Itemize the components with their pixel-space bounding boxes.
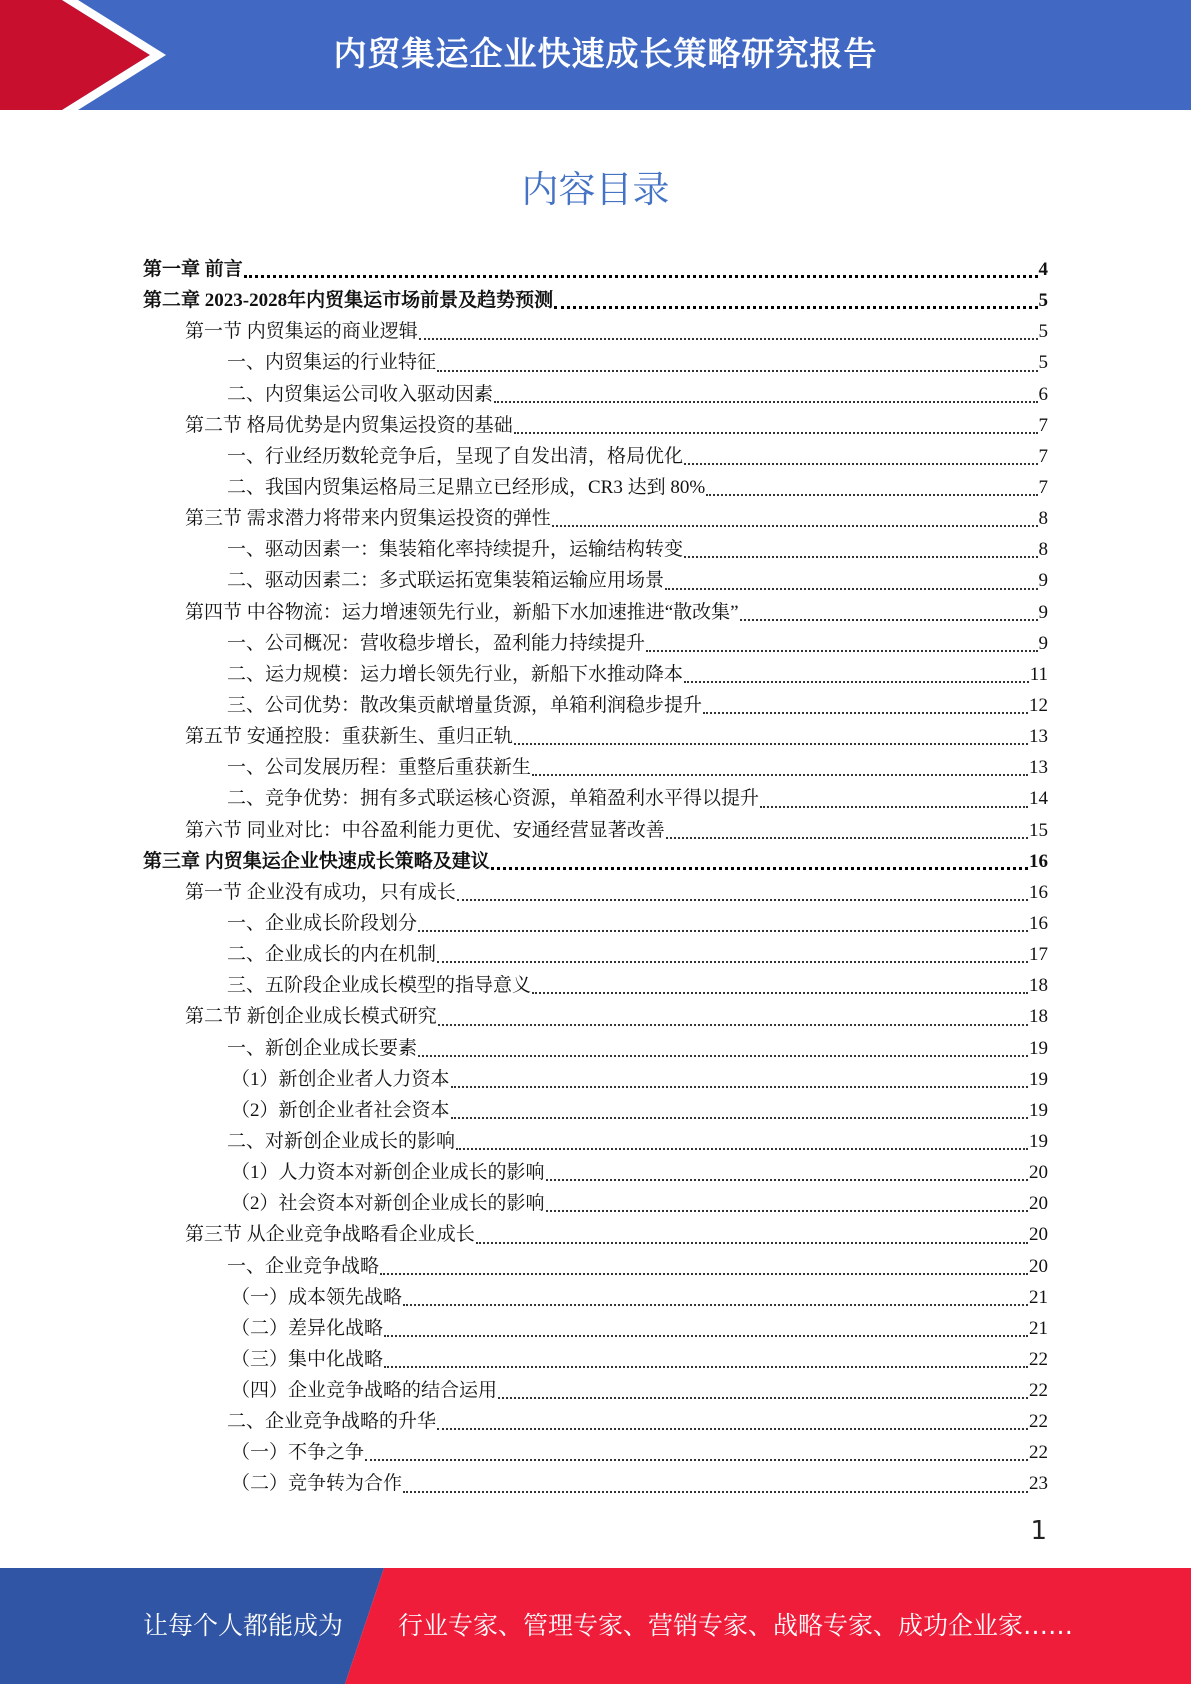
- toc-entry[interactable]: [143, 628, 1048, 659]
- toc-dot-leader: [494, 401, 1037, 403]
- toc-entry-page: 20: [1029, 1255, 1048, 1277]
- toc-entry-label: 一、行业经历数轮竞争后，呈现了自发出清，格局优化: [227, 445, 684, 467]
- toc-dot-leader: [437, 370, 1037, 372]
- toc-entry-label: 二、对新创企业成长的影响: [227, 1130, 456, 1152]
- toc-entry-label: 第二节 新创企业成长模式研究: [185, 1006, 437, 1028]
- toc-entry-label: 二、企业成长的内在机制: [227, 944, 437, 966]
- toc-entry-label: （二）竞争转为合作: [231, 1473, 403, 1495]
- toc-dot-leader: [552, 525, 1038, 527]
- toc-entry-label: 一、公司发展历程：重整后重获新生: [227, 757, 532, 779]
- toc-entry-label: （三）集中化战略: [231, 1348, 384, 1370]
- toc-entry-label: 第一章 前言: [143, 259, 243, 280]
- toc-entry[interactable]: [143, 783, 1048, 814]
- toc-dot-leader: [532, 774, 1028, 776]
- toc-entry[interactable]: [143, 347, 1048, 378]
- toc-entry[interactable]: [143, 659, 1048, 690]
- page-number: 1: [1030, 1516, 1047, 1546]
- toc-dot-leader: [384, 1366, 1028, 1368]
- toc-entry-label: 第六节 同业对比：中谷盈利能力更优、安通经营显著改善: [185, 819, 665, 841]
- toc-entry-page: 16: [1029, 912, 1048, 934]
- toc-dot-leader: [684, 463, 1037, 465]
- toc-entry[interactable]: [143, 472, 1048, 503]
- toc-entry[interactable]: [143, 1064, 1048, 1095]
- toc-entry-label: 三、五阶段企业成长模型的指导意义: [227, 975, 532, 997]
- toc-entry[interactable]: [143, 815, 1048, 846]
- toc-entry-page: 9: [1038, 570, 1048, 592]
- toc-entry[interactable]: [143, 1095, 1048, 1126]
- toc-entry-label: 一、企业成长阶段划分: [227, 912, 418, 934]
- toc-dot-leader: [365, 1459, 1028, 1461]
- toc-entry-page: 21: [1029, 1286, 1048, 1308]
- toc-dot-leader: [532, 992, 1028, 994]
- toc-entry-page: 22: [1029, 1442, 1048, 1464]
- toc-dot-leader: [684, 681, 1029, 683]
- toc-dot-leader: [451, 1086, 1028, 1088]
- toc-dot-leader: [403, 1491, 1028, 1493]
- toc-entry-page: 5: [1038, 321, 1048, 343]
- toc-entry-page: 5: [1038, 352, 1048, 374]
- table-of-contents: [143, 254, 1048, 1500]
- toc-dot-leader: [380, 1273, 1028, 1275]
- toc-entry[interactable]: [143, 1188, 1048, 1219]
- toc-entry-page: 20: [1029, 1193, 1048, 1215]
- toc-dot-leader: [419, 338, 1038, 340]
- toc-entry[interactable]: [143, 1468, 1048, 1499]
- footer-banner: [0, 1568, 1191, 1684]
- toc-entry-page: 8: [1038, 539, 1048, 561]
- toc-entry-label: 第一节 内贸集运的商业逻辑: [185, 321, 418, 343]
- toc-entry-label: （2）新创企业者社会资本: [231, 1099, 450, 1121]
- toc-entry-page: 13: [1029, 757, 1048, 779]
- toc-entry-label: （二）差异化战略: [231, 1317, 384, 1339]
- toc-entry-label: （1）人力资本对新创企业成长的影响: [231, 1162, 545, 1184]
- toc-entry[interactable]: [143, 1157, 1048, 1188]
- toc-dot-leader: [684, 556, 1037, 558]
- toc-entry[interactable]: [143, 1282, 1048, 1313]
- toc-entry-label: （四）企业竞争战略的结合运用: [231, 1380, 498, 1402]
- toc-entry-label: 二、企业竞争战略的升华: [227, 1411, 437, 1433]
- toc-dot-leader: [740, 619, 1038, 621]
- toc-entry[interactable]: [143, 1313, 1048, 1344]
- toc-entry-label: 二、竞争优势：拥有多式联运核心资源，单箱盈利水平得以提升: [227, 788, 760, 810]
- toc-entry[interactable]: [143, 721, 1048, 752]
- toc-entry-page: 20: [1029, 1162, 1048, 1184]
- toc-entry[interactable]: [143, 1126, 1048, 1157]
- toc-entry-page: 14: [1029, 788, 1048, 810]
- toc-dot-leader: [498, 1397, 1028, 1399]
- toc-entry-page: 22: [1029, 1380, 1048, 1402]
- toc-entry-page: 16: [1029, 850, 1048, 872]
- toc-dot-leader: [760, 806, 1028, 808]
- toc-entry-page: 7: [1038, 445, 1048, 467]
- toc-entry[interactable]: [143, 752, 1048, 783]
- toc-entry-page: 8: [1038, 508, 1048, 530]
- toc-entry-label: 二、内贸集运公司收入驱动因素: [227, 383, 494, 405]
- toc-heading: 内容目录: [521, 168, 670, 211]
- toc-entry[interactable]: [143, 410, 1048, 441]
- toc-dot-leader: [646, 650, 1037, 652]
- toc-entry[interactable]: [143, 846, 1048, 877]
- toc-entry[interactable]: [143, 597, 1048, 628]
- toc-entry[interactable]: [143, 1033, 1048, 1064]
- toc-entry-label: 二、运力规模：运力增长领先行业，新船下水推动降本: [227, 663, 684, 685]
- toc-dot-leader: [244, 275, 1038, 278]
- toc-entry[interactable]: [143, 1406, 1048, 1437]
- toc-entry[interactable]: [143, 1251, 1048, 1282]
- header-banner: [0, 0, 1191, 110]
- toc-entry-page: 15: [1029, 819, 1048, 841]
- toc-entry-label: （一）成本领先战略: [231, 1286, 403, 1308]
- toc-entry-page: 7: [1038, 414, 1048, 436]
- toc-entry[interactable]: [143, 690, 1048, 721]
- toc-entry[interactable]: [143, 1437, 1048, 1468]
- toc-entry[interactable]: [143, 503, 1048, 534]
- toc-entry-label: 二、我国内贸集运格局三足鼎立已经形成，CR3 达到 80%: [227, 476, 706, 498]
- toc-entry[interactable]: [143, 534, 1048, 565]
- toc-entry-page: 19: [1029, 1037, 1048, 1059]
- toc-dot-leader: [438, 1024, 1028, 1026]
- toc-entry-label: 第五节 安通控股：重获新生、重归正轨: [185, 726, 513, 748]
- toc-dot-leader: [403, 1304, 1028, 1306]
- toc-entry[interactable]: [143, 1375, 1048, 1406]
- toc-entry-page: 9: [1038, 632, 1048, 654]
- toc-entry[interactable]: [143, 1219, 1048, 1250]
- toc-entry-label: 第二节 格局优势是内贸集运投资的基础: [185, 414, 513, 436]
- toc-dot-leader: [384, 1335, 1028, 1337]
- toc-entry-label: 一、公司概况：营收稳步增长，盈利能力持续提升: [227, 632, 646, 654]
- toc-entry-label: 一、内贸集运的行业特征: [227, 352, 437, 374]
- toc-entry-page: 22: [1029, 1348, 1048, 1370]
- toc-entry-label: 一、新创企业成长要素: [227, 1037, 418, 1059]
- toc-entry-page: 4: [1038, 259, 1048, 280]
- toc-entry-label: 第四节 中谷物流：运力增速领先行业，新船下水加速推进“散改集”: [185, 601, 739, 623]
- toc-entry-page: 16: [1029, 881, 1048, 903]
- toc-entry-page: 5: [1038, 290, 1048, 312]
- toc-entry-label: 一、驱动因素一：集装箱化率持续提升，运输结构转变: [227, 539, 684, 561]
- toc-entry-page: 20: [1029, 1224, 1048, 1246]
- toc-dot-leader: [437, 1428, 1028, 1430]
- footer-slogan-left: 让每个人都能成为: [143, 1611, 344, 1640]
- toc-dot-leader: [476, 1242, 1028, 1244]
- toc-entry-page: 6: [1038, 383, 1048, 405]
- toc-entry-page: 19: [1029, 1130, 1048, 1152]
- toc-entry[interactable]: [143, 970, 1048, 1001]
- toc-entry-label: 三、公司优势：散改集贡献增量货源，单箱利润稳步提升: [227, 694, 703, 716]
- toc-entry[interactable]: [143, 441, 1048, 472]
- toc-entry-page: 18: [1029, 1006, 1048, 1028]
- toc-dot-leader: [456, 1148, 1028, 1150]
- toc-entry[interactable]: [143, 908, 1048, 939]
- toc-entry-page: 18: [1029, 975, 1048, 997]
- toc-entry-label: 第三节 从企业竞争战略看企业成长: [185, 1224, 475, 1246]
- toc-entry-page: 23: [1029, 1473, 1048, 1495]
- report-title: 内贸集运企业快速成长策略研究报告: [333, 34, 878, 73]
- toc-entry[interactable]: [143, 1001, 1048, 1032]
- toc-entry-page: 19: [1029, 1068, 1048, 1090]
- toc-entry[interactable]: [143, 1344, 1048, 1375]
- toc-entry-page: 22: [1029, 1411, 1048, 1433]
- toc-entry[interactable]: [143, 877, 1048, 908]
- toc-dot-leader: [546, 1179, 1028, 1181]
- toc-entry-label: （一）不争之争: [231, 1442, 365, 1464]
- toc-dot-leader: [514, 743, 1028, 745]
- toc-entry-label: （2）社会资本对新创企业成长的影响: [231, 1193, 545, 1215]
- toc-entry-page: 11: [1029, 663, 1048, 685]
- toc-entry-page: 19: [1029, 1099, 1048, 1121]
- toc-entry-page: 13: [1029, 726, 1048, 748]
- toc-dot-leader: [437, 961, 1028, 963]
- toc-dot-leader: [554, 306, 1037, 309]
- toc-entry-page: 17: [1029, 944, 1048, 966]
- toc-entry[interactable]: [143, 379, 1048, 410]
- toc-entry[interactable]: [143, 285, 1048, 316]
- toc-dot-leader: [451, 1117, 1028, 1119]
- toc-entry-label: 第三节 需求潜力将带来内贸集运投资的弹性: [185, 508, 551, 530]
- toc-entry-label: （1）新创企业者人力资本: [231, 1068, 450, 1090]
- toc-dot-leader: [665, 588, 1037, 590]
- toc-entry[interactable]: [143, 254, 1048, 285]
- toc-dot-leader: [703, 712, 1028, 714]
- toc-dot-leader: [418, 1055, 1028, 1057]
- toc-entry-page: 9: [1038, 601, 1048, 623]
- toc-entry-label: 二、驱动因素二：多式联运拓宽集装箱运输应用场景: [227, 570, 665, 592]
- toc-dot-leader: [514, 432, 1038, 434]
- toc-entry[interactable]: [143, 565, 1048, 596]
- toc-entry-label: 一、企业竞争战略: [227, 1255, 380, 1277]
- toc-entry-page: 12: [1029, 694, 1048, 716]
- toc-dot-leader: [666, 837, 1028, 839]
- toc-entry[interactable]: [143, 939, 1048, 970]
- toc-dot-leader: [457, 899, 1028, 901]
- toc-entry-label: 第二章 2023-2028年内贸集运市场前景及趋势预测: [143, 290, 554, 312]
- footer-slogan-right: 行业专家、管理专家、营销专家、战略专家、成功企业家……: [398, 1611, 1074, 1640]
- toc-entry[interactable]: [143, 316, 1048, 347]
- toc-dot-leader: [546, 1210, 1028, 1212]
- toc-entry-page: 21: [1029, 1317, 1048, 1339]
- toc-dot-leader: [418, 930, 1028, 932]
- toc-entry-label: 第一节 企业没有成功，只有成长: [185, 881, 456, 903]
- toc-dot-leader: [706, 494, 1037, 496]
- toc-dot-leader: [491, 867, 1028, 870]
- toc-entry-page: 7: [1038, 476, 1048, 498]
- toc-entry-label: 第三章 内贸集运企业快速成长策略及建议: [143, 850, 490, 872]
